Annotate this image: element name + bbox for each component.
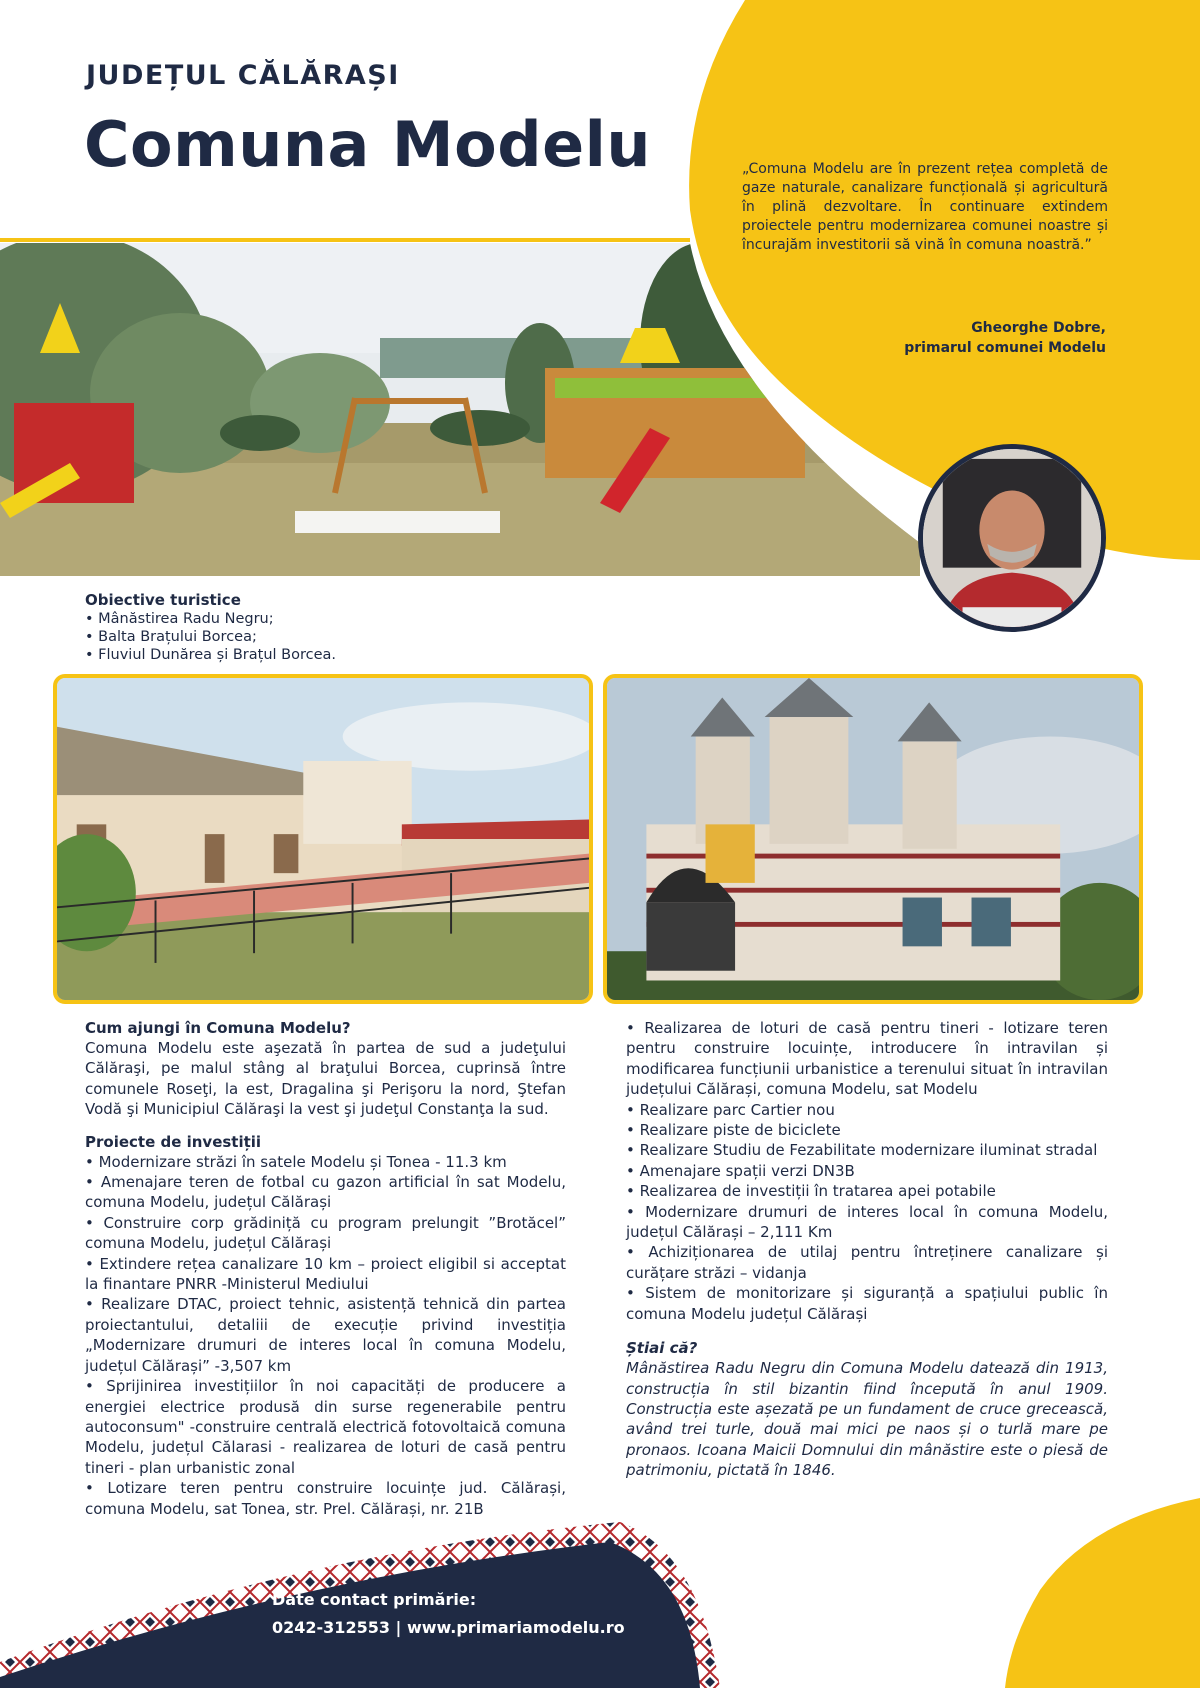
school-photo [53, 674, 593, 1004]
mayor-quote: „Comuna Modelu are în prezent rețea completă de gaze naturale, canalizare funcțională și agricultură în plină dezvoltare. În continuare extindem proiectele pentru modernizarea comunei noastre și încurajăm investitorii să vină în comuna noastră.” [742, 161, 1108, 253]
did-you-know-heading: Știai că? [626, 1339, 698, 1358]
list-item: • Extindere rețea canalizare 10 km – proiect eligibil si acceptat la finantare PNRR -Ministerul Mediului [85, 1254, 566, 1294]
list-item: • Balta Brațului Borcea; [85, 629, 257, 645]
contact-heading: Date contact primărie: [272, 1590, 477, 1609]
investments-list-left [85, 1152, 566, 1519]
list-item: • Fluviul Dunărea și Brațul Borcea. [85, 647, 336, 663]
list-item: • Amenajare spații verzi DN3B [626, 1161, 855, 1180]
access-heading: Cum ajungi în Comuna Modelu? [85, 1019, 351, 1037]
right-column [626, 1018, 1108, 1481]
list-item: • Modernizare străzi în satele Modelu și Tonea - 11.3 km [85, 1152, 507, 1171]
list-item: • Modernizare drumuri de interes local în comuna Modelu, județul Călărași – 2,111 Km [626, 1202, 1108, 1242]
list-item: • Construire corp grădiniță cu program prelungit ”Brotăcel” comuna Modelu, județul Călărași [85, 1213, 566, 1253]
tourist-objectives [85, 590, 585, 664]
investments-list-right [626, 1018, 1108, 1324]
mayor-portrait [918, 444, 1106, 632]
list-item: • Sistem de monitorizare și siguranță a spațiului public în comuna Modelu județul Călărași [626, 1284, 1108, 1323]
playground-photo [0, 243, 920, 576]
list-item: • Lotizare teren pentru construire locuințe jud. Călărași, comuna Modelu, sat Tonea, str. Prel. Călărași, nr. 21B [85, 1479, 566, 1518]
list-item: • Sprijinirea investițiilor în noi capacități de producere a energiei electrice produsă din surse regenerabile pentru autoconsum" -construire centrală electrică fotovoltaică comuna Modelu, județul Călarasi - realizarea de loturi de casă pentru tineri - plan urbanistic zonal [85, 1377, 566, 1477]
page-title: Comuna Modelu [84, 108, 652, 181]
access-text: Comuna Modelu este aşezată în partea de sud a judeţului Călăraşi, pe malul stâng al braţului Borcea, cuprinsă între comunele Roseţi, la est, Dragalina şi Perişoru la nord, Ştefan Vodă şi Municipiul Călăraşi la vest şi judeţul Constanţa la sud. [85, 1039, 566, 1119]
list-item: • Realizare piste de biciclete [626, 1121, 841, 1140]
did-you-know-text: Mânăstirea Radu Negru din Comuna Modelu datează din 1913, construcția în stil bizantin fiind începută în anul 1909. Construcția este așezată pe un fundament de cruce grecească, având trei turle, două mai mici pe naos și o turlă mare pe pronaos. Icoana Maicii Domnului din mânăstire este o piesă de patrimoniu, pictată în 1846. [626, 1359, 1108, 1480]
monastery-photo [603, 674, 1143, 1004]
list-item: • Realizare parc Cartier nou [626, 1100, 835, 1119]
list-item: • Realizarea de investiții în tratarea apei potabile [626, 1182, 996, 1201]
list-item: • Achiziționarea de utilaj pentru întreținere canalizare și curățare străzi – vidanja [626, 1243, 1108, 1282]
left-column [85, 1018, 566, 1519]
contact-details: 0242-312553 | www.primariamodelu.ro [272, 1618, 625, 1637]
list-item: • Realizarea de loturi de casă pentru tineri - lotizare teren pentru construire locuințe, introducere în intravilan și modificarea funcțiunii urbanistice a terenului situat în intravilan județului Călărași, comuna Modelu, sat Modelu [626, 1019, 1108, 1099]
investments-heading: Proiecte de investiții [85, 1132, 262, 1151]
author-role: primarul comunei Modelu [904, 340, 1106, 356]
contact-block [272, 1586, 625, 1642]
author-name: Gheorghe Dobre, [971, 320, 1106, 336]
list-item: • Realizare DTAC, proiect tehnic, asistență tehnică din partea proiectantului, detaliii de execuție privind investiția „Modernizare drumuri de interes local în comuna Modelu, județul Călărași” -3,507 km [85, 1295, 566, 1375]
county-heading: JUDEȚUL CĂLĂRAȘI [86, 60, 400, 91]
objectives-list [85, 610, 585, 664]
objectives-heading: Obiective turistice [85, 591, 241, 609]
list-item: • Amenajare teren de fotbal cu gazon artificial în sat Modelu, comuna Modelu, județul Călărași [85, 1173, 566, 1212]
list-item: • Mânăstirea Radu Negru; [85, 611, 274, 627]
list-item: • Realizare Studiu de Fezabilitate modernizare iluminat stradal [626, 1141, 1098, 1160]
